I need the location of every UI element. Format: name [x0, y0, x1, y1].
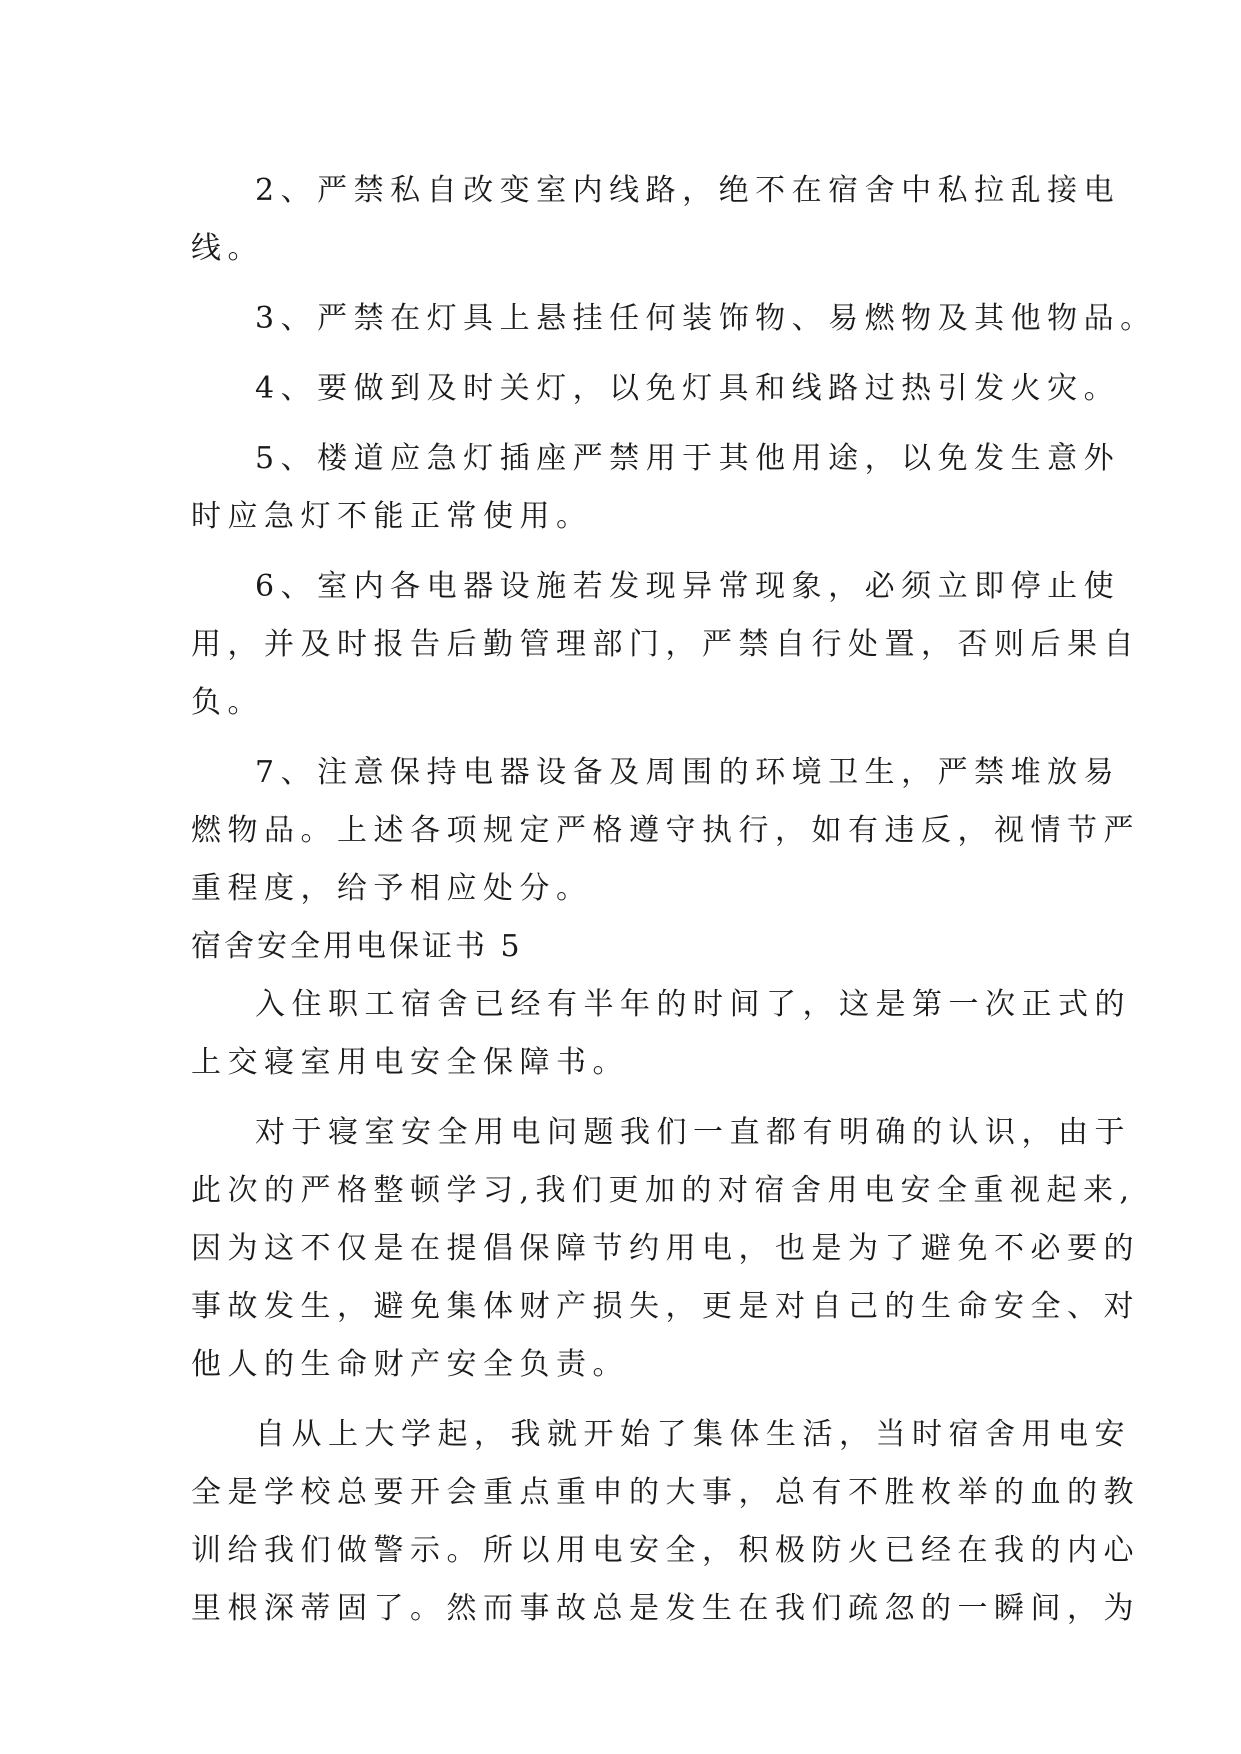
paragraph-2-line-4: 事故发生，避免集体财产损失，更是对自己的生命安全、对: [191, 1289, 1140, 1324]
paragraph-3-line-4: 里根深蒂固了。然而事故总是发生在我们疏忽的一瞬间，为: [191, 1591, 1140, 1626]
section-heading: 宿舍安全用电保证书 5: [191, 929, 523, 964]
rule-6-line-2: 用，并及时报告后勤管理部门，严禁自行处置，否则后果自: [191, 627, 1140, 662]
paragraph-3-line-1: 自从上大学起，我就开始了集体生活，当时宿舍用电安: [255, 1417, 1131, 1452]
rule-5-line-2: 时应急灯不能正常使用。: [191, 499, 593, 534]
paragraph-2-line-1: 对于寝室安全用电问题我们一直都有明确的认识，由于: [255, 1115, 1131, 1150]
paragraph-1-line-1: 入住职工宿舍已经有半年的时间了，这是第一次正式的: [255, 987, 1131, 1022]
paragraph-2-line-2: 此次的严格整顿学习,我们更加的对宿舍用电安全重视起来,: [191, 1173, 1136, 1208]
paragraph-2-line-5: 他人的生命财产安全负责。: [191, 1347, 629, 1382]
paragraph-1-line-2: 上交寝室用电安全保障书。: [191, 1045, 629, 1080]
rule-2-line-1: 2、严禁私自改变室内线路，绝不在宿舍中私拉乱接电: [255, 173, 1121, 208]
rule-2-line-2: 线。: [191, 231, 264, 266]
rule-5-line-1: 5、楼道应急灯插座严禁用于其他用途，以免发生意外: [255, 441, 1121, 476]
rule-3-line: 3、严禁在灯具上悬挂任何装饰物、易燃物及其他物品。: [255, 301, 1157, 336]
rule-7-line-2: 燃物品。上述各项规定严格遵守执行，如有违反，视情节严: [191, 813, 1140, 848]
rule-7-line-1: 7、注意保持电器设备及周围的环境卫生，严禁堆放易: [255, 755, 1121, 790]
rule-7-line-3: 重程度，给予相应处分。: [191, 871, 593, 906]
rule-4-line: 4、要做到及时关灯，以免灯具和线路过热引发火灾。: [255, 371, 1121, 406]
rule-6-line-1: 6、室内各电器设施若发现异常现象，必须立即停止使: [255, 569, 1121, 604]
document-body: [191, 162, 1157, 1638]
paragraph-3-line-2: 全是学校总要开会重点重申的大事，总有不胜枚举的血的教: [191, 1475, 1140, 1510]
rule-6-line-3: 负。: [191, 685, 264, 720]
paragraph-2-line-3: 因为这不仅是在提倡保障节约用电，也是为了避免不必要的: [191, 1231, 1140, 1266]
paragraph-3-line-3: 训给我们做警示。所以用电安全，积极防火已经在我的内心: [191, 1533, 1140, 1568]
